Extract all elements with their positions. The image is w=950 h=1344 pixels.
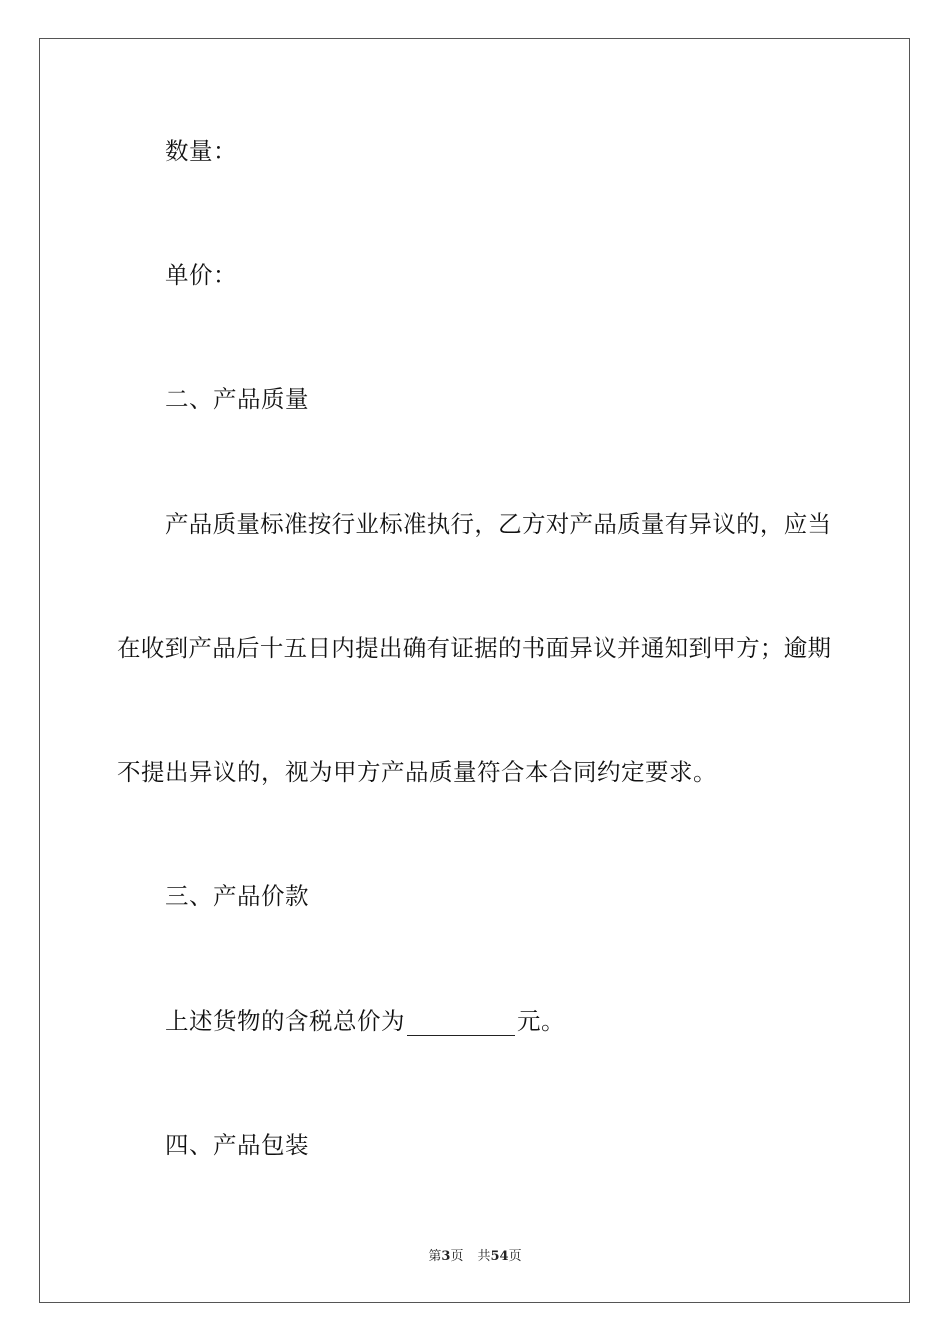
total-price-blank [407, 1011, 515, 1036]
section3-paragraph [165, 1006, 565, 1036]
total-price-text: 上述货物的含税总价为 [165, 1007, 405, 1035]
page-suffix: 页 [450, 1249, 464, 1264]
total-suffix: 页 [508, 1249, 522, 1264]
section2-heading: 二、产品质量 [165, 385, 309, 413]
quantity-label: 数量： [165, 137, 237, 165]
total-prefix: 共 [477, 1249, 491, 1264]
unit-price-label: 单价： [165, 261, 237, 289]
total-pages: 54 [490, 1249, 509, 1264]
page-frame [39, 38, 910, 1303]
section2-paragraph-line1: 产品质量标准按行业标准执行，乙方对产品质量有异议的，应当 [165, 510, 831, 538]
section2-paragraph-line3: 不提出异议的，视为甲方产品质量符合本合同约定要求。 [117, 758, 717, 786]
page-prefix: 第 [428, 1249, 442, 1264]
page-footer [0, 1248, 950, 1266]
page-number: 3 [441, 1249, 451, 1264]
currency-unit-text: 元。 [517, 1007, 565, 1035]
section2-paragraph-line2: 在收到产品后十五日内提出确有证据的书面异议并通知到甲方；逾期 [117, 634, 831, 662]
section3-heading: 三、产品价款 [165, 882, 309, 910]
section4-heading: 四、产品包装 [165, 1131, 309, 1159]
